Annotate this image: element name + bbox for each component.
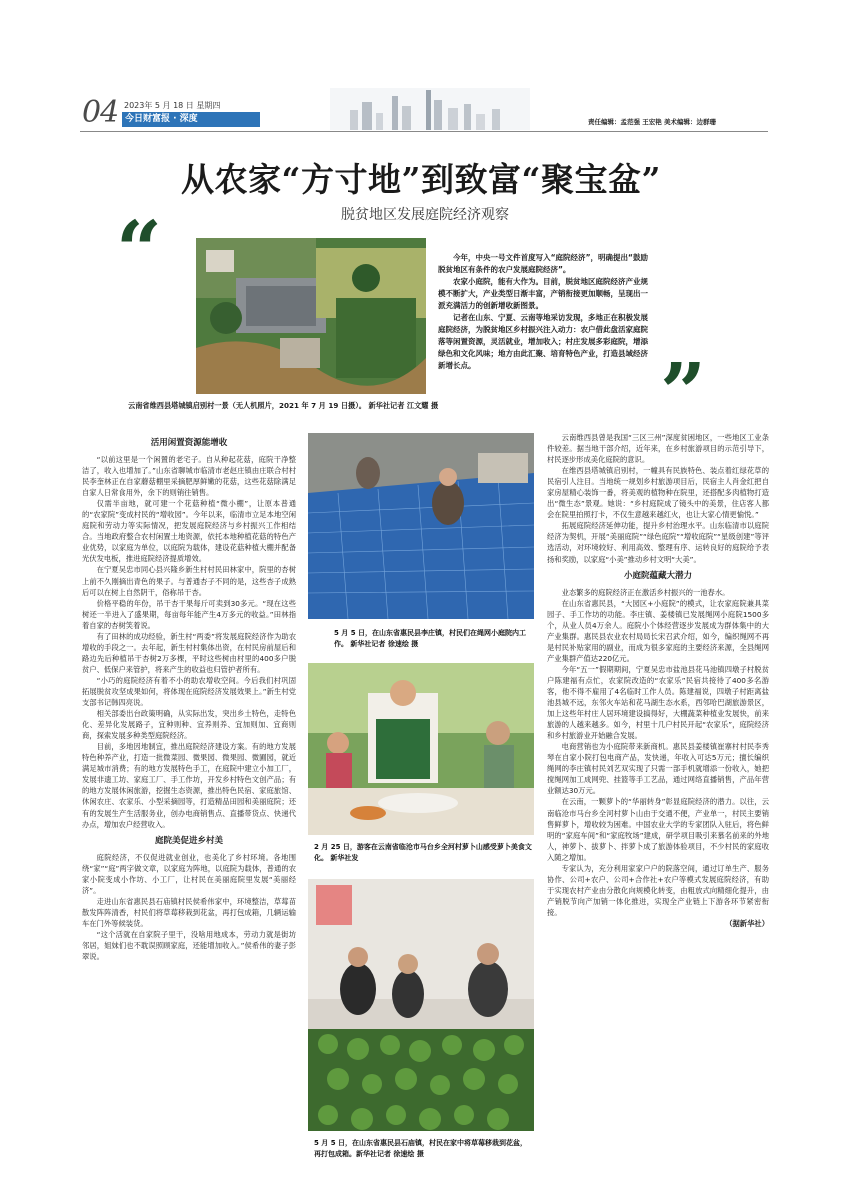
source-credit: （据新华社） <box>725 918 769 928</box>
body-paragraph: 在山东省惠民县，“大园区+小庭院”的模式，让农家庭院兼具菜园子、手工作坊的功能。李庄镇、姜楼镇已发展绳网小庭院1500多个，从业人员4万余人。庭院小个体经营逐步发展成为群体集中的大产业集群。惠民县农业农村局局长宋召武介绍，如今，编织绳网不再是村民补贴家用的副业，而成为很多家庭的主要经济来源，全县绳网产业集群产值达220亿元。 <box>547 598 769 663</box>
radish-food-photo <box>308 663 534 835</box>
article-column-1 <box>82 432 296 962</box>
body-paragraph: 电商营销也为小庭院带来新商机。惠民县姜楼镇崔寨村村民李秀琴在自家小院打包电商产品，发快递，年收入可达5万元；擅长编织绳网的李庄镇村民刘艺双实现了只需一部手机就增添一份收入，她把搅绳网加工成网兜、挂篮等手工艺品，通过网络直播销售，产品年营业额达30万元。 <box>547 742 769 796</box>
photo3-caption: 2 月 25 日，游客在云南省临沧市马台乡全河村萝卜山感受萝卜美食文化。 新华社发 <box>314 843 532 862</box>
strawberry-transplant-photo <box>308 879 534 1131</box>
body-paragraph: 相关部委出台政策明确，从实际出发，突出乡土特色，走特色化、差异化发展路子，宜种则种、宜养则养、宜加则加、宜商则商，探索发展多种类型庭院经济。 <box>82 709 296 741</box>
body-paragraph: 拓展庭院经济延伸功能，提升乡村治理水平。山东临清市以庭院经济为契机，开展“美丽庭院”“绿色庭院”“增收庭院”“星级创建”等评选活动，对环境较好、利用高效、整理有序、运转良好的庭院给予表扬和奖励，以家庭“小美”推动乡村文明“大美”。 <box>547 521 769 564</box>
body-paragraph: 云南维西县曾是我国“三区三州”深度贫困地区，一些地区工业条件较差。据当地干部介绍，近年来，在乡村旅游项目的示范引导下，村民逐步形成美化庭院的意识。 <box>547 433 769 465</box>
section-banner: 今日财富报 · 深度 <box>122 112 260 127</box>
section-heading: 活用闲置资源能增收 <box>150 438 228 448</box>
body-paragraph: 在宁夏吴忠市同心县兴隆乡新生村村民田林家中，院里的杏树上前不久刚摘出青色的果子。与普通杏子不同的是，这些杏子成熟后可以在树上自然阴干，俗称吊干杏。 <box>82 565 296 597</box>
net-weaving-photo <box>308 433 534 619</box>
close-quote-mark: ” <box>660 345 707 439</box>
header-rule <box>80 131 768 132</box>
subheadline: 脱贫地区发展庭院经济观察 <box>341 207 509 223</box>
intro-paragraph: 农家小庭院，能有大作为。目前，脱贫地区庭院经济产业规模不断扩大，产业类型日渐丰富，产销衔接更加顺畅，呈现出一派充满活力的创新增收新图景。 <box>438 277 648 310</box>
page-number: 04 <box>82 95 119 130</box>
body-paragraph: 仅需半亩地，就可建一个花菇种植“微小棚”，让原本普通的“农家院”变成村民的“增收园”。今年以来，临清市立足本地空闲庭院和劳动力等实际情况，把发展庭院经济与乡村振兴工作相结合。当地政府整合农村闲置土地资源，依托本地种植花菇的特色产业优势，以家庭为单位，以庭院为载体，建设花菇种植大棚并配备光伏发电板，推进庭院经济提质增效。 <box>82 499 296 564</box>
photo4-caption: 5 月 5 日，在山东省惠民县石庙镇，村民在家中将草莓移栽到花盆，再打包成箱。新华社记者 徐速绘 摄 <box>314 1139 528 1158</box>
body-paragraph: 价格平稳的年份，吊干杏干果每斤可卖到30多元。“现在这些树还一半进入了盛果期，每亩每年能产生4万多元的收益。”田林指着自家的杏树笑着说。 <box>82 598 296 630</box>
headline: 从农家“方寸地”到致富“聚宝盆” <box>181 160 661 199</box>
body-paragraph: 业态繁多的庭院经济正在激活乡村振兴的一池春水。 <box>561 587 730 597</box>
intro-paragraph: 记者在山东、宁夏、云南等地采访发现，多地正在积极发展庭院经济，为脱贫地区乡村振兴注入动力：农户借此盘活家庭院落等闲置资源，灵活就业，增加收入；村庄发展多彩庭院，增添绿色和文化风味；地方由此汇聚、培育特色产业，打造县域经济新增长点。 <box>438 313 648 370</box>
body-paragraph: 今年“五一”假期期间，宁夏吴忠市盐池县花马池镇四墩子村脱贫户陈建福有点忙，农家院改造的“农家乐”民宿共接待了400多名游客，他不得不雇用了4名临时工作人员。陈建福说，四墩子村距离盐池县城不远，东邻火车站和花马湖生态水系，西邻哈巴湖旅游景区，加上这些年村庄人居环境建设搞得好，大棚蔬菜种植业发展快，前来旅游的人越来越多。如今，村里十几户村民开起“农家乐”，庭院经济和乡村旅游业开始融合发展。 <box>547 664 769 741</box>
body-paragraph: “小巧的庭院经济有着不小的助农增收空间。今后我们村巩固拓展脱贫攻坚成果如何，将体现在庭院经济发展效果上。”新生村党支部书记韩四亮说。 <box>82 675 296 708</box>
section-heading: 小庭院蕴藏大潜力 <box>623 570 692 581</box>
body-paragraph: 在云南，一颗萝卜的“华丽转身”彰显庭院经济的潜力。以往，云南临沧市马台乡全河村萝卜山由于交通不便，产业单一，村民主要销售鲜萝卜，增收较为困难。中国农业大学的专家团队入驻后，将色鲜明的“家庭车间”和“家庭牧场”建成，研学项目吸引来慕名前来的外地人，神萝卜、拔萝卜、拌萝卜成了旅游体验项目，不少村民的家庭收入随之增加。 <box>547 797 769 862</box>
issue-date: 2023年 5 月 18 日 星期四 <box>124 101 221 110</box>
article-column-3 <box>547 432 769 929</box>
aerial-village-photo <box>196 238 426 394</box>
open-quote-mark: “ <box>116 203 163 297</box>
body-paragraph: 在维西县塔城镇启别村，一幢具有民族特色、装点着红绿花草的民宿引人注目。当地统一规划乡村旅游项目后，民宿主人肖金红把自家房屋精心装饰一番，将美观的植物种在院里，还搭配多肉植物打造出“微生态”景观。她说：“乡村庭院成了镜头中的美景，住店客人都会在院里拍照打卡，不仅生意越来越红火，也让大家心情更愉悦。” <box>547 466 769 520</box>
intro-lede <box>438 252 648 372</box>
body-paragraph: 庭院经济，不仅促进就业创业，也美化了乡村环境。各地围绕“家”“庭”两字做文章，以家庭为阵地，以庭院为载体，普通的农家小院变成小作坊、小工厂，让村民在美丽庭院里发展“美丽经济”。 <box>82 852 296 895</box>
body-paragraph: 专家认为，充分利用家家户户的院落空间，通过订单生产、服务协作、公司+农户、公司+合作社+农户等模式发展庭院经济，有助于实现农村产业由分散化向规模化转变，由粗放式向精细化提升，由产销脱节向产加销一体化推进，实现全产业链上下游各环节紧密衔接。 <box>547 863 769 917</box>
section-heading: 庭院美促进乡村美 <box>154 835 223 846</box>
body-paragraph: 目前，多地因地制宜，推出庭院经济建设方案。有的地方发展特色种养产业，打造一批微菜园、微果园、微果园、微圃园，就近满足城市消费；有的地方发展特色手工，在庭院中建立小加工厂，发展非遗工坊、家庭工厂、手工作坊，开发乡村特色文创产品；有的地方发展休闲旅游，挖掘生态资源，推出特色民宿、家庭旅馆、休闲农庄、农家乐、小型采摘园等，打造精品田园和美丽庭院；还有的发展生产生活服务业，创办电商销售点、直播带货点、快递代办点，增加农户经营收入。 <box>82 742 296 829</box>
body-paragraph: “以前这里是一个闲置的老宅子。自从种起花菇，庭院干净整洁了，收入也增加了。”山东省聊城市临清市老赵庄镇由庄联合村村民李奎林正在自家蘑菇棚里采摘肥厚鲜嫩的花菇，这些花菇除满足自家人日常食用外，余下的则销往销售。 <box>82 455 296 498</box>
city-skyline-graphic <box>330 88 530 130</box>
editors-credit: 责任编辑：孟范强 王宏艳 美术编辑：边群珊 <box>588 118 717 126</box>
intro-paragraph: 今年，中央一号文件首度写入“庭院经济”，明确提出“鼓励脱贫地区有条件的农户发展庭院经济”。 <box>438 253 648 274</box>
body-paragraph: 走进山东省惠民县石庙镇村民侯希伟家中，环境整洁，草莓苗散发阵阵清香，村民们将草莓移栽到花盆，再打包成箱，几辆运输车在门外等候装货。 <box>82 896 296 928</box>
body-paragraph: 有了田林的成功经验，新生村“两委”将发展庭院经济作为助农增收的手段之一。去年起，新生村村集体出资，在村民房前屋后和路边先后种植吊干杏树2万多棵，平时这些树由村里的400多户脱贫户、低保户来管护，将来产生的收益也归管护者所有。 <box>82 631 296 674</box>
body-paragraph: “这个活就在自家院子里干，没啥用地成本，劳动力就是街坊邻居，姐妹们也不耽误照顾家庭，还能增加收入。”侯希伟的妻子彭翠说。 <box>82 929 296 962</box>
photo2-caption: 5 月 5 日，在山东省惠民县李庄镇，村民们在绳网小庭院内工作。 新华社记者 徐速绘 摄 <box>334 629 527 648</box>
photo1-caption: 云南省维西县塔城镇启别村一景（无人机照片，2021 年 7 月 19 日摄）。 新华社记者 江文耀 摄 <box>128 401 439 410</box>
